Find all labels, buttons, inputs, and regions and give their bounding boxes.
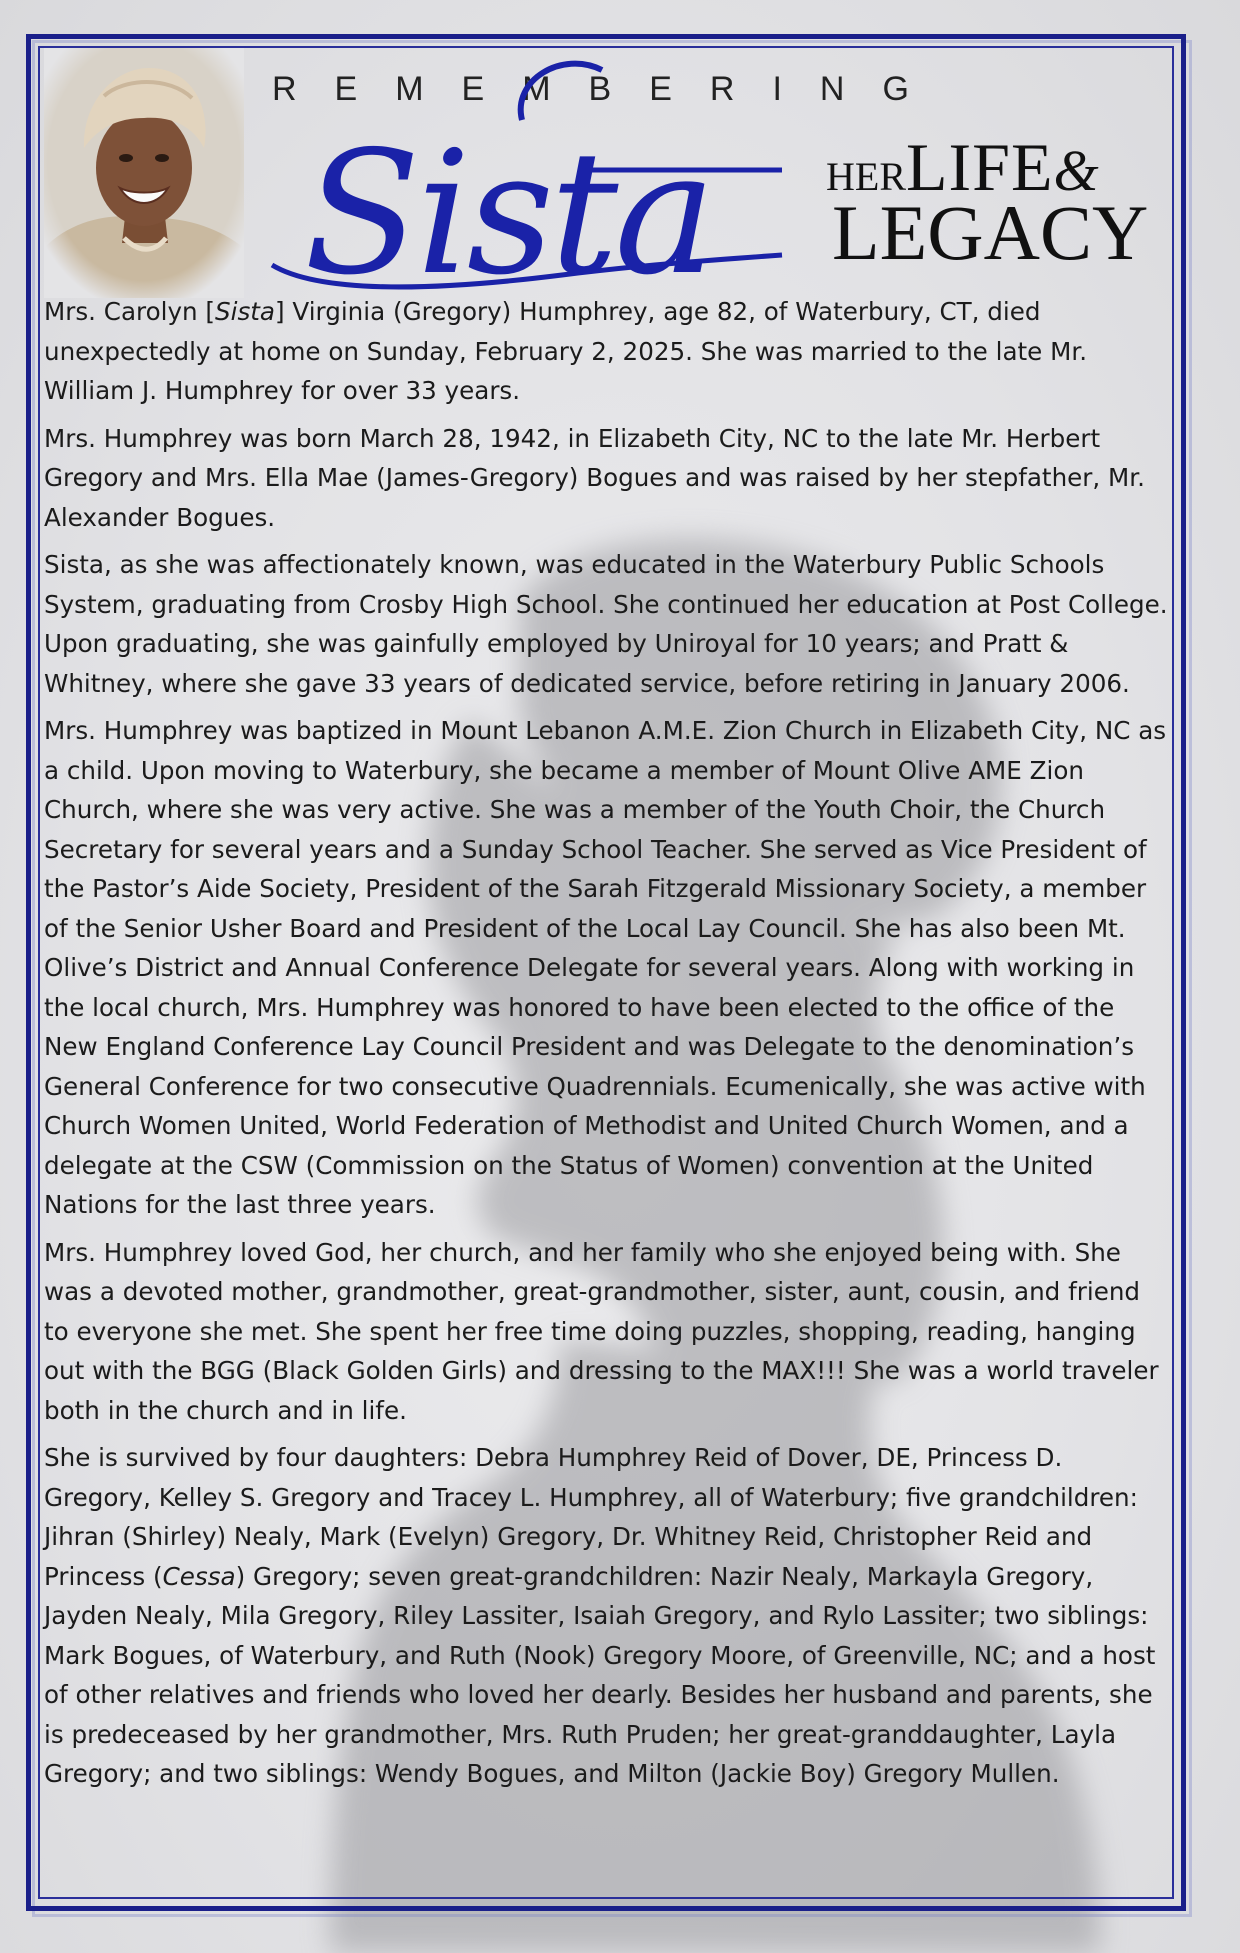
ampersand-text: &: [1053, 138, 1099, 203]
remembering-heading: REMEMBERING: [272, 70, 947, 108]
portrait-photo: [44, 48, 244, 298]
paragraph-3: Sista, as she was affectionately known, was educated in the Waterbury Public Schools System, graduating from Crosby High School. She continued her education at Post College. Upon graduating, she was gainfully employed by Uniroyal for 10 years; and Pratt & Whitney, where she gave 33 years of dedicated service, before retiring in January 2006.: [44, 550, 1168, 698]
paragraph-6-part-a: She is survived by four daughters: Debra Humphrey Reid of Dover, DE, Princess D. Gregory, Kelley S. Gregory and Tracey L. Humphrey, all of Waterbury; five grandchildren: Jihran (Shirley) Nealy, Mark (Evelyn) Gregory, Dr. Whitney Reid, Christopher Reid and Princess (: [44, 1443, 1138, 1591]
sista-script-title: [262, 50, 802, 300]
paragraph-1: [44, 292, 1172, 411]
paragraph-1-part-b: ] Virginia (Gregory) Humphrey, age 82, of Waterbury, CT, died unexpectedly at home on Sunday, February 2, 2025. She was married to the late Mr. William J. Humphrey for over 33 years.: [44, 297, 1088, 405]
paragraph-4: Mrs. Humphrey was baptized in Mount Lebanon A.M.E. Zion Church in Elizabeth City, NC as a child. Upon moving to Waterbury, she became a member of Mount Olive AME Zion Church, where she was very active. She was a member of the Youth Choir, the Church Secretary for several years and a Sunday School Teacher. She served as Vice President of the Pastor’s Aide Society, President of the Sarah Fitzgerald Missionary Society, a member of the Senior Usher Board and President of the Local Lay Council. She has also been Mt. Olive’s District and Annual Conference Delegate for several years. Along with working in the local church, Mrs. Humphrey was honored to have been elected to the office of the New England Conference Lay Council President and was Delegate to the denomination’s General Conference for two consecutive Quadrennials. Ecumenically, she was active with Church Women United, World Federation of Methodist and United Church Women, and a delegate at the CSW (Commission on the Status of Women) convention at the United Nations for the last three years.: [44, 716, 1167, 1219]
nickname-sista: Sista: [215, 297, 276, 326]
obituary-body: [44, 292, 1172, 1802]
life-text: LIFE: [906, 129, 1054, 205]
sista-script-text: Sista: [304, 115, 712, 300]
paragraph-6: [44, 1438, 1172, 1794]
paragraph-1-part-a: Mrs. Carolyn [: [44, 297, 216, 326]
legacy-heading: LEGACY: [832, 189, 1149, 276]
paragraph-2: Mrs. Humphrey was born March 28, 1942, in Elizabeth City, NC to the late Mr. Herbert Gregory and Mrs. Ella Mae (James-Gregory) Bogues and was raised by her stepfather, Mr. Alexander Bogues.: [44, 423, 1145, 532]
nickname-cessa: Cessa: [162, 1561, 236, 1591]
paragraph-5: Mrs. Humphrey loved God, her church, and her family who she enjoyed being with. She was a devoted mother, grandmother, great-grandmother, sister, aunt, cousin, and friend to everyone she met. She spent her free time doing puzzles, shopping, reading, hanging out with the BGG (Black Golden Girls) and dressing to the MAX!!! She was a world traveler both in the church and in life.: [44, 1237, 1159, 1425]
her-text: HER: [826, 154, 906, 199]
paragraph-6-part-b: ) Gregory; seven great-grandchildren: Nazir Nealy, Markayla Gregory, Jayden Nealy, Mila Gregory, Riley Lassiter, Isaiah Gregory, and Rylo Lassiter; two siblings: Mark Bogues, of Waterbury, and Ruth (Nook) Gregory Moore, of Greenville, NC; and a host of other relatives and friends who loved her dearly. Besides her husband and parents, she is predeceased by her grandmother, Mrs. Ruth Pruden; her great-granddaughter, Layla Gregory; and two siblings: Wendy Bogues, and Milton (Jackie Boy) Gregory Mullen.: [44, 1561, 1156, 1788]
